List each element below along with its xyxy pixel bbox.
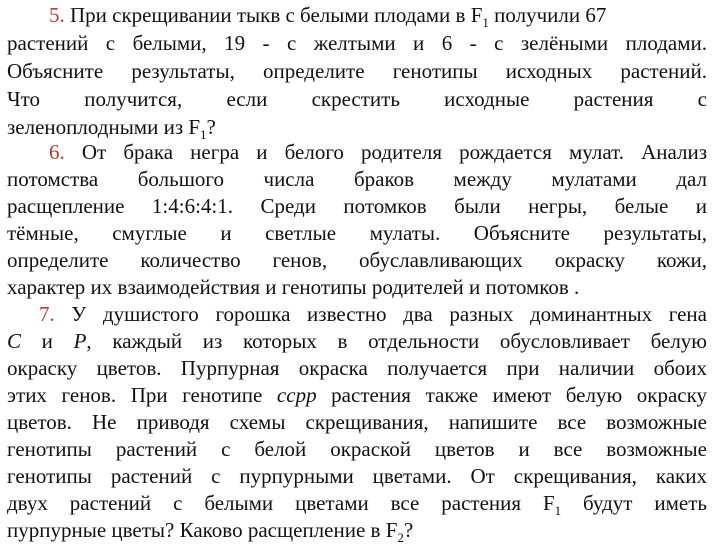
problem-7-line-7 xyxy=(7,463,707,489)
text-span: окраску цветов. Пурпурная окраска получается при наличии обоих xyxy=(7,356,707,380)
problem-7-line-5 xyxy=(7,409,707,435)
text-span: потомства большого числа браков между мулатами дал xyxy=(7,167,707,191)
text-span: У душистого горошка известно два разных доминантных гена xyxy=(54,302,707,326)
problem-5-line-5 xyxy=(7,114,707,143)
problem-5-line-1 xyxy=(7,2,707,31)
gene-p: P xyxy=(73,329,87,353)
problem-6-line-3 xyxy=(7,193,707,219)
subscript: 2 xyxy=(397,530,404,545)
text-span: тёмные, смуглые и светлые мулаты. Объясните результаты, xyxy=(7,221,707,245)
problem-5-line-3 xyxy=(7,58,707,84)
text-span: растений с белыми, 19 - с желтыми и 6 - с зелёными плодами. xyxy=(7,31,707,55)
text-span: Что получится, если скрестить исходные растения с xyxy=(7,87,707,111)
text-span: генотипы растений с пурпурными цветами. От скрещивания, каких xyxy=(7,464,707,488)
text-span: , каждый из которых в отдельности обусловливает белую xyxy=(86,329,707,353)
problem-5-line-4 xyxy=(7,86,707,112)
problem-7-line-9 xyxy=(7,517,707,543)
problem-7-line-1 xyxy=(7,301,707,327)
problem-7-line-4 xyxy=(7,382,707,408)
text-span: ? xyxy=(206,115,216,139)
text-span: характер их взаимодействия и генотипы родителей и потомков . xyxy=(7,275,580,299)
problem-7-line-3 xyxy=(7,355,707,381)
text-span: будут иметь xyxy=(561,491,707,515)
problem-7-line-2 xyxy=(7,328,707,354)
gene-c: C xyxy=(7,329,22,353)
text-span: определите количество генов, обуславливающих окраску кожи, xyxy=(7,248,707,272)
text-span: От брака негра и белого родителя рождается мулат. Анализ xyxy=(64,140,707,164)
text-span: ? xyxy=(403,518,414,542)
genotype-ccpp: ccpp xyxy=(276,383,317,407)
problem-6-line-2 xyxy=(7,166,707,192)
text-span: генотипы растений с белой окраской цветов и все возможные xyxy=(7,437,707,461)
problem-5-number: 5. xyxy=(49,3,65,27)
text-span: и xyxy=(21,329,74,353)
problem-6-line-4 xyxy=(7,220,707,246)
problem-7-line-8 xyxy=(7,490,707,519)
text-span: пурпурные цветы? Каково расщепление в F xyxy=(7,518,398,542)
text-span: зеленоплодными из F xyxy=(7,115,201,139)
problem-6-line-1 xyxy=(7,139,707,165)
text-span: растения также имеют белую окраску xyxy=(316,383,707,407)
problem-7-number: 7. xyxy=(39,302,55,326)
text-span: получили 67 xyxy=(488,3,607,27)
text-span: двух растений с белыми цветами все растения F xyxy=(7,491,555,515)
problem-6-line-6 xyxy=(7,274,707,300)
text-span: расщепление 1:4:6:4:1. Среди потомков были негры, белые и xyxy=(7,194,707,218)
subscript: 1 xyxy=(200,127,207,143)
subscript: 1 xyxy=(554,503,562,519)
subscript: 1 xyxy=(482,15,489,31)
problem-6-number: 6. xyxy=(49,140,65,164)
text-span: цветов. Не приводя схемы скрещивания, напишите все возможные xyxy=(7,410,707,434)
text-span: этих генов. При генотипе xyxy=(7,383,277,407)
text-span: Объясните результаты, определите генотипы исходных растений. xyxy=(7,59,707,83)
problem-7-line-6 xyxy=(7,436,707,462)
text-span: При скрещивании тыкв с белыми плодами в F xyxy=(70,3,483,27)
problem-6-line-5 xyxy=(7,247,707,273)
problem-5-line-2 xyxy=(7,30,707,56)
